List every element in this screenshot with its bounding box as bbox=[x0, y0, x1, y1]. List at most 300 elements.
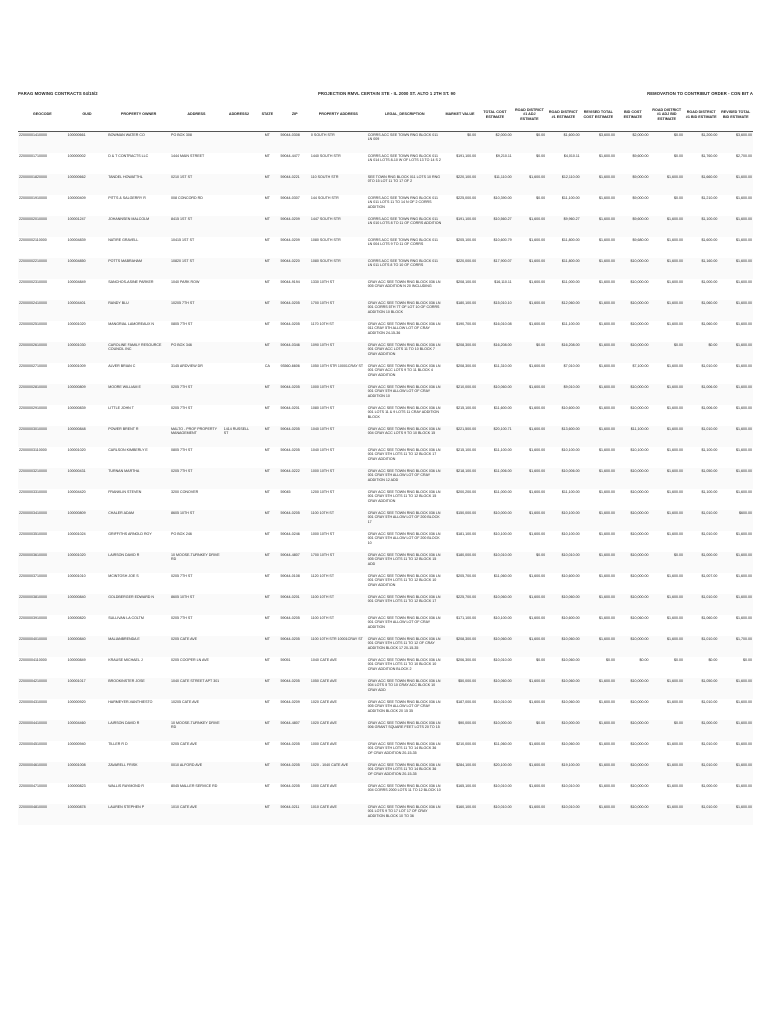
table-cell: $1,160.00 bbox=[684, 258, 718, 279]
table-row bbox=[18, 300, 753, 321]
table-cell: $215,100.00 bbox=[456, 448, 477, 452]
table-cell: $1,010.00 bbox=[701, 700, 718, 704]
table-cell: 0205 7TH ST bbox=[170, 468, 223, 489]
table-cell: $10,000.00 bbox=[630, 322, 649, 326]
table-cell: $208,300.00 bbox=[443, 636, 477, 657]
table-cell: CORRS ACC SEE TOWN RNG BLOCK 011 LN 011 LOTS 8 TO 10 OF CORRS bbox=[367, 258, 443, 279]
table-cell: MANGRIAL LAMOREAUX N bbox=[108, 322, 154, 326]
table-cell: 100004420 bbox=[67, 490, 86, 494]
table-cell: KRAUSE MICHAEL J bbox=[108, 658, 143, 662]
table-cell: $150,000.00 bbox=[443, 510, 477, 531]
table-cell: $187,000.00 bbox=[456, 700, 477, 704]
table-cell: $1,600.00 bbox=[513, 384, 546, 405]
table-cell: $10,060.00 bbox=[477, 678, 512, 699]
table-cell: $11,000.00 bbox=[493, 490, 512, 494]
table-cell: 1330 10TH ST bbox=[310, 280, 335, 284]
table-cell: 22000003310000 bbox=[19, 490, 47, 494]
table-cell: $165,100.00 bbox=[456, 784, 477, 788]
table-cell: $1,600.00 bbox=[650, 636, 684, 657]
table-cell bbox=[223, 279, 255, 300]
table-cell: MT bbox=[264, 406, 270, 410]
table-cell: $3,600.00 bbox=[581, 132, 616, 154]
table-cell: $1,600.00 bbox=[529, 532, 546, 536]
table-cell: $1,010.00 bbox=[701, 532, 718, 536]
table-cell: $9,000.00 bbox=[616, 174, 649, 195]
table-cell: $1,600.00 bbox=[599, 742, 616, 746]
table-cell bbox=[223, 321, 255, 342]
table-cell: 0205 CATE AVE bbox=[170, 636, 223, 657]
table-cell: $10,000.00 bbox=[630, 742, 649, 746]
table-cell: $11,000.00 bbox=[561, 280, 580, 284]
table-cell: BOWMAN WATER CO bbox=[107, 132, 170, 154]
table-cell: $1,600.00 bbox=[650, 804, 684, 825]
table-cell: 22000003210000 bbox=[18, 468, 67, 489]
table-cell bbox=[223, 636, 255, 657]
table-cell: $1,600.00 bbox=[666, 238, 683, 242]
table-cell: CORRS ACC SEE TOWN RNG BLOCK 011 LN 009 bbox=[367, 132, 443, 154]
table-cell: MT bbox=[255, 216, 279, 237]
table-row bbox=[18, 510, 753, 531]
table-cell: LAIRSON DAVID R bbox=[107, 552, 170, 573]
table-cell: 22000004610000 bbox=[18, 762, 67, 783]
table-cell: $1,600.00 bbox=[666, 574, 683, 578]
table-cell: $220,100.00 bbox=[443, 174, 477, 195]
table-cell: $10,010.00 bbox=[477, 804, 512, 825]
table-cell bbox=[223, 174, 255, 195]
table-row bbox=[18, 447, 753, 468]
table-cell: $16,110.11 bbox=[494, 280, 512, 284]
table-cell: $1,600.00 bbox=[529, 280, 546, 284]
column-header: ROAD DISTRICT #1 ADJ BID ESTIMATE bbox=[650, 98, 684, 132]
table-row bbox=[18, 405, 753, 426]
table-cell: 22000003110000 bbox=[19, 448, 47, 452]
table-cell: 59044-0209 bbox=[280, 700, 300, 704]
table-cell: $10,600.00 bbox=[561, 406, 580, 410]
table-cell: $16,208.00 bbox=[546, 342, 580, 363]
table-row bbox=[18, 258, 753, 279]
table-cell: $206,300.00 bbox=[456, 658, 477, 662]
table-cell: $1,600.00 bbox=[581, 552, 616, 573]
table-cell: $1,600.00 bbox=[529, 406, 546, 410]
table-cell: $1,600.00 bbox=[581, 510, 616, 531]
table-cell: 008 CONCORD RD bbox=[171, 196, 203, 200]
table-cell: $1,600.00 bbox=[650, 300, 684, 321]
table-cell: 100000920 bbox=[67, 700, 86, 704]
table-cell: RANDY BLU bbox=[107, 300, 170, 321]
table-cell: $0.00 bbox=[536, 658, 546, 662]
table-cell: 100001024 bbox=[67, 532, 86, 536]
table-cell: $10,010.00 bbox=[493, 784, 512, 788]
table-cell: 100001017 bbox=[67, 678, 108, 699]
table-cell: 0205 7TH ST bbox=[171, 616, 193, 620]
table-cell: 100000849 bbox=[67, 658, 86, 662]
table-cell: $1,600.00 bbox=[599, 280, 616, 284]
table-cell: 100000940 bbox=[67, 742, 86, 746]
table-cell: $1,600.00 bbox=[599, 406, 616, 410]
table-cell: $1,600.00 bbox=[581, 300, 616, 321]
table-cell: 100000840 bbox=[67, 636, 108, 657]
table-cell: 0210 1ST ST bbox=[170, 174, 223, 195]
table-cell bbox=[223, 489, 255, 510]
table-cell: MT bbox=[255, 510, 279, 531]
table-cell: $1,600.00 bbox=[546, 132, 580, 154]
table-cell: 100000661 bbox=[67, 132, 108, 154]
table-cell: $11,800.00 bbox=[561, 238, 580, 242]
table-cell bbox=[223, 153, 255, 174]
table-cell: $1,600.00 bbox=[718, 762, 753, 783]
table-cell: 59044-0205 bbox=[280, 322, 300, 326]
table-cell bbox=[223, 594, 255, 615]
table-cell: CRAY ACC SEE TOWN RNG BLOCK 036 LN 001 CRAY 5TH ALLOW LOT OF CRAY ADDITION bbox=[367, 616, 441, 629]
table-cell: $1,600.00 bbox=[513, 636, 546, 657]
table-cell: $1,600.00 bbox=[599, 784, 616, 788]
table-cell: $1,006.00 bbox=[701, 406, 718, 410]
table-header-row bbox=[18, 98, 753, 132]
table-cell: 100000840 bbox=[67, 594, 108, 615]
table-cell: 100001030 bbox=[67, 342, 108, 363]
table-cell bbox=[223, 216, 255, 237]
table-cell: $1,600.00 bbox=[599, 322, 616, 326]
table-cell: LAUREN STEPHEN P bbox=[107, 804, 170, 825]
table-row bbox=[18, 489, 753, 510]
table-cell: $2,000.00 bbox=[616, 132, 649, 154]
table-cell: 59051 bbox=[280, 658, 291, 662]
table-cell: TURNAN MARTHA bbox=[107, 468, 170, 489]
table-cell: $1,600.00 bbox=[718, 804, 753, 825]
table-cell: $208,100.00 bbox=[456, 280, 477, 284]
table-cell: $208,300.00 bbox=[443, 342, 477, 363]
table-cell: $13,600.00 bbox=[546, 426, 580, 447]
table-cell: 1447 SOUTH STR bbox=[310, 216, 367, 237]
table-cell: MT bbox=[255, 762, 279, 783]
table-cell: $208,300.00 bbox=[456, 364, 477, 368]
table-cell: CRAY ACC SEE TOWN RNG BLOCK 036 LN 001 CRAY 5TH ALLOW LOT OF 200 BLOCK 10 bbox=[367, 532, 441, 545]
table-cell: $1,600.00 bbox=[529, 574, 546, 578]
table-cell: 100000823 bbox=[67, 784, 86, 788]
table-cell: $2,000.00 bbox=[477, 132, 512, 154]
table-cell: $1,600.00 bbox=[581, 174, 616, 195]
table-cell: 100004460 bbox=[67, 720, 108, 741]
table-cell: $10,000.00 bbox=[616, 510, 649, 531]
table-cell: MT bbox=[255, 174, 279, 195]
table-cell: $10,560.27 bbox=[477, 216, 512, 237]
table-cell: 22000003810000 bbox=[18, 594, 67, 615]
column-header: LEGAL_DESCRIPTION bbox=[367, 98, 443, 132]
table-cell: $1,600.00 bbox=[599, 700, 616, 704]
table-row bbox=[18, 552, 753, 573]
table-cell: 59044-4807 bbox=[280, 720, 310, 741]
table-cell: 22000004310000 bbox=[19, 700, 47, 704]
table-cell: MT bbox=[255, 258, 279, 279]
table-row bbox=[18, 153, 753, 174]
table-cell: 1444 MAIN STREET bbox=[171, 154, 205, 158]
table-cell: $3,600.00 bbox=[718, 132, 753, 154]
table-row bbox=[18, 321, 753, 342]
table-cell: 59044-0211 bbox=[280, 804, 310, 825]
table-cell: 59044-0108 bbox=[280, 574, 300, 578]
table-cell: $1,600.00 bbox=[736, 532, 752, 536]
table-cell: $180,100.00 bbox=[443, 300, 477, 321]
table-cell: 1050 CATE AVE bbox=[310, 678, 367, 699]
report-title-left: PARAG MOWING CONTRACTS 04/15/2 bbox=[18, 91, 98, 96]
table-cell: $220,000.00 bbox=[443, 258, 477, 279]
table-cell: $1,000.00 bbox=[701, 280, 718, 284]
table-cell: 10205 CATE AVE bbox=[171, 700, 200, 704]
table-cell: $10,000.00 bbox=[616, 468, 649, 489]
table-cell: $9,000.00 bbox=[632, 196, 649, 200]
table-cell: CRAY ACC SEE TOWN RNG BLOCK 036 LN 001 CRAY 5TH LOTS 11 TO 12 BLOCK 17 CRAY ADDITION bbox=[367, 448, 441, 461]
table-cell: POWER BRENT R bbox=[107, 426, 170, 447]
table-cell: $16,010.08 bbox=[493, 322, 512, 326]
table-cell: $10,010.00 bbox=[477, 552, 512, 573]
table-cell: 1080 SOUTH STR bbox=[310, 258, 367, 279]
table-cell: 0 SOUTH STR bbox=[310, 132, 367, 154]
assessment-table bbox=[18, 98, 753, 825]
table-cell: $11,100.00 bbox=[493, 448, 512, 452]
table-cell: $1,600.00 bbox=[529, 616, 546, 620]
table-cell: MT bbox=[264, 322, 270, 326]
table-cell: 59044-0205 bbox=[280, 426, 310, 447]
table-cell: $205,700.00 bbox=[456, 574, 477, 578]
table-cell: 59044-0205 bbox=[280, 510, 310, 531]
table-cell: $10,060.00 bbox=[546, 678, 580, 699]
table-cell: $11,100.00 bbox=[561, 322, 580, 326]
table-cell: $0.00 bbox=[513, 552, 546, 573]
table-row bbox=[18, 384, 753, 405]
table-cell: $1,600.00 bbox=[599, 448, 616, 452]
table-cell: $1,600.00 bbox=[718, 174, 753, 195]
column-header: MARKET VALUE bbox=[443, 98, 477, 132]
table-cell: $1,600.00 bbox=[666, 406, 683, 410]
table-cell: 22000002610000 bbox=[18, 342, 67, 363]
table-row bbox=[18, 195, 753, 216]
table-cell: $1,600.00 bbox=[736, 700, 752, 704]
table-cell: $210,000.00 bbox=[456, 742, 477, 746]
column-header: REVISED TOTAL COST ESTIMATE bbox=[581, 98, 616, 132]
table-cell: $1,600.00 bbox=[718, 720, 753, 741]
table-cell: $1,600.00 bbox=[666, 742, 683, 746]
table-cell: $1,600.00 bbox=[736, 616, 752, 620]
table-cell: $1,600.00 bbox=[581, 258, 616, 279]
column-header: TOTAL COST ESTIMATE bbox=[477, 98, 512, 132]
column-header: ADDRESS2 bbox=[223, 98, 255, 132]
table-cell: $1,600.00 bbox=[513, 762, 546, 783]
table-cell: $11,110.00 bbox=[477, 174, 512, 195]
table-cell: $10,600.00 bbox=[561, 616, 580, 620]
table-cell: LITTLE JOHN T bbox=[108, 406, 134, 410]
table-cell bbox=[223, 447, 255, 468]
table-cell: $1,600.00 bbox=[599, 616, 616, 620]
table-cell: $1,600.00 bbox=[581, 426, 616, 447]
table-cell: CHALER ADAM bbox=[107, 510, 170, 531]
table-cell: 1080 10TH ST bbox=[310, 406, 335, 410]
table-cell: $0.00 bbox=[513, 342, 546, 363]
table-cell: 10205 7TH ST bbox=[170, 300, 223, 321]
table-cell: $1,600.00 bbox=[599, 364, 616, 368]
table-cell: $10,100.00 bbox=[493, 616, 512, 620]
table-cell: 1700 10TH ST bbox=[310, 300, 367, 321]
table-row bbox=[18, 426, 753, 447]
table-cell: MT bbox=[255, 384, 279, 405]
table-cell: 1040 10TH ST bbox=[310, 448, 335, 452]
table-cell: 8605 10TH ST bbox=[170, 510, 223, 531]
table-cell: $1,600.00 bbox=[736, 784, 752, 788]
column-header: ROAD DISTRICT #1 ESTIMATE bbox=[546, 98, 580, 132]
table-cell: $11,060.00 bbox=[493, 574, 512, 578]
table-cell bbox=[223, 615, 255, 636]
table-cell: $191,100.00 bbox=[443, 216, 477, 237]
table-cell: $1,600.00 bbox=[650, 258, 684, 279]
table-cell: 1040 CATE AVE bbox=[310, 658, 337, 662]
table-cell: 100000809 bbox=[67, 384, 108, 405]
table-cell: 22000003910000 bbox=[19, 616, 47, 620]
table-cell: $11,060.00 bbox=[493, 742, 512, 746]
table-cell: $191,100.00 bbox=[456, 154, 477, 158]
table-cell: $1,600.00 bbox=[599, 490, 616, 494]
table-cell: $1,600.00 bbox=[650, 594, 684, 615]
table-cell: $190,700.00 bbox=[456, 322, 477, 326]
table-cell: CRAY ACC SEE TOWN RNG BLOCK 036 LN 001 CRAY 5TH LOTS 11 TO 12 BLOCK 10 CRAY ADDITION bbox=[367, 574, 441, 587]
table-cell: 1100 10TH ST bbox=[310, 594, 367, 615]
table-cell: CRAY ACC SEE TOWN RNG BLOCK 036 LN 001 CRAY 5TH LOTS 11 TO 10 BLOCK 10 CRAY ADDITION BLOCK 2 bbox=[367, 658, 441, 671]
column-header: ROAD DISTRICT #1 ADJ ESTIMATE bbox=[513, 98, 546, 132]
table-cell: CRAY ACC SEE TOWN RNG BLOCK 036 LN 004 LOTS 5 TO 10 CRAY ACC BLOCK 10 CRAY ADD bbox=[367, 678, 443, 699]
table-cell: $1,060.00 bbox=[701, 616, 718, 620]
table-cell: $12,060.00 bbox=[546, 300, 580, 321]
table-cell: $221,500.00 bbox=[443, 426, 477, 447]
table-row bbox=[18, 132, 753, 154]
table-cell: $1,600.00 bbox=[718, 678, 753, 699]
table-cell: 59044-0221 bbox=[280, 174, 310, 195]
table-cell: CAROLINE FAMILY RESOURCE COUNCIL INC bbox=[107, 342, 170, 363]
table-cell: 59044-0209 bbox=[280, 238, 300, 242]
table-cell: 1080 SOUTH STR bbox=[310, 238, 341, 242]
column-header: STATE bbox=[255, 98, 279, 132]
table-cell: $9,210.11 bbox=[495, 154, 512, 158]
table-cell: MT bbox=[264, 490, 270, 494]
table-cell: $1,600.00 bbox=[599, 196, 616, 200]
table-cell: 59044-0205 bbox=[280, 762, 310, 783]
table-cell: $1,600.00 bbox=[581, 804, 616, 825]
table-cell: BROOKINSTER JOSE bbox=[107, 678, 170, 699]
table-row bbox=[18, 342, 753, 363]
table-row bbox=[18, 678, 753, 699]
table-cell: $1,600.00 bbox=[513, 678, 546, 699]
column-header: ROAD DISTRICT #1 BID ESTIMATE bbox=[684, 98, 718, 132]
table-cell: $17,900.07 bbox=[477, 258, 512, 279]
table-cell: 1040 CATE STREET APT 301 bbox=[170, 678, 223, 699]
table-cell: $1,600.00 bbox=[650, 678, 684, 699]
table-cell: 0010 ALFORD AVE bbox=[170, 762, 223, 783]
table-row bbox=[18, 657, 753, 678]
table-cell: $10,000.00 bbox=[477, 510, 512, 531]
table-cell: 59044-0205 bbox=[280, 636, 310, 657]
table-cell: $1,600.00 bbox=[529, 490, 546, 494]
table-cell: $10,000.00 bbox=[616, 384, 649, 405]
table-cell: $1,200.00 bbox=[684, 132, 718, 154]
table-cell: $1,010.00 bbox=[684, 636, 718, 657]
table-cell: $1,600.00 bbox=[581, 678, 616, 699]
table-cell: 22000001410000 bbox=[18, 132, 67, 154]
table-cell: $20,100.00 bbox=[477, 762, 512, 783]
table-cell: $9,680.00 bbox=[632, 238, 649, 242]
table-cell: CRAY ACC SEE TOWN RNG BLOCK 036 LN 001 CORRS 5TH 7T OF LOT 10 OF CORRS ADDITION 10 BLOCK bbox=[367, 300, 443, 321]
table-cell: MT bbox=[264, 616, 270, 620]
table-cell: HARMEYER-VANTHIESTO bbox=[108, 700, 153, 704]
table-cell: 100000820 bbox=[67, 616, 86, 620]
table-cell: 59044-0205 bbox=[280, 616, 300, 620]
table-cell: $10,000.00 bbox=[616, 552, 649, 573]
table-cell: $600.00 bbox=[718, 510, 753, 531]
table-cell: 144 SOUTH STR bbox=[310, 196, 339, 200]
table-cell: $1,600.00 bbox=[718, 300, 753, 321]
table-cell: $10,000.00 bbox=[477, 720, 512, 741]
table-cell: $1,600.00 bbox=[513, 216, 546, 237]
table-cell: 10 MOOSE-TURNKEY DRIVE RD bbox=[170, 552, 223, 573]
table-cell: $1,600.00 bbox=[736, 742, 752, 746]
table-cell: 1000 10TH ST bbox=[310, 384, 367, 405]
table-cell: $1,600.00 bbox=[718, 384, 753, 405]
table-cell: 100001020 bbox=[67, 552, 108, 573]
table-cell: $50,000.00 bbox=[443, 678, 477, 699]
table-cell: $0.00 bbox=[684, 342, 718, 363]
table-cell: $1,600.00 bbox=[513, 804, 546, 825]
table-cell: CORRS ACC SEE TOWN RNG BLOCK 011 LN 011 LOTS 11 TO 14 N OF 2 CORRS ADDITION bbox=[367, 196, 438, 209]
table-cell: $0.00 bbox=[673, 196, 683, 200]
table-cell: 1170 10TH ST bbox=[310, 322, 335, 326]
table-cell: $1,600.00 bbox=[666, 784, 683, 788]
table-cell: 1100 10TH ST bbox=[310, 616, 335, 620]
table-cell: $1,600.00 bbox=[599, 532, 616, 536]
table-cell: 100001009 bbox=[67, 364, 86, 368]
table-cell: $90,000.00 bbox=[443, 720, 477, 741]
table-cell: 1100 10TH ST bbox=[310, 510, 367, 531]
table-cell: $1,600.00 bbox=[666, 448, 683, 452]
table-cell: MT bbox=[264, 700, 270, 704]
table-cell: $10,000.00 bbox=[616, 342, 649, 363]
table-cell: $1,600.00 bbox=[529, 448, 546, 452]
table-cell: MT bbox=[264, 574, 270, 578]
table-row bbox=[18, 615, 753, 636]
table-cell: 1010 CATE AVE bbox=[170, 804, 223, 825]
column-header: ADDRESS bbox=[170, 98, 223, 132]
table-cell: $1,006.00 bbox=[684, 384, 718, 405]
table-cell: $10,060.00 bbox=[477, 384, 512, 405]
table-cell: 100000848 bbox=[67, 426, 108, 447]
table-cell: $1,600.00 bbox=[513, 468, 546, 489]
table-cell: MT bbox=[255, 552, 279, 573]
table-cell: $1,600.00 bbox=[666, 322, 683, 326]
table-row bbox=[18, 762, 753, 783]
table-cell: 10820 1ST ST bbox=[170, 258, 223, 279]
table-cell: 22000003710000 bbox=[19, 574, 47, 578]
table-cell: $1,600.00 bbox=[736, 364, 752, 368]
table-cell: $1,600.00 bbox=[529, 742, 546, 746]
table-cell: 110 SOUTH STR bbox=[310, 174, 367, 195]
table-cell: MT bbox=[255, 300, 279, 321]
table-cell: $1,600.00 bbox=[599, 238, 616, 242]
table-cell: ZAVARELL FRISK bbox=[107, 762, 170, 783]
table-cell: $0.00 bbox=[536, 196, 546, 200]
table-body bbox=[18, 132, 753, 826]
table-cell: $1,600.00 bbox=[701, 238, 718, 242]
table-cell: $1,600.00 bbox=[513, 510, 546, 531]
table-cell: PO BOX 346 bbox=[170, 342, 223, 363]
table-row bbox=[18, 531, 753, 552]
table-cell: $10,100.00 bbox=[546, 510, 580, 531]
table-row bbox=[18, 783, 753, 804]
table-cell: CRAY ACC SEE TOWN RNG BLOCK 036 LN 001 CRAY 5TH ALLOW LOT OF CRAY ADDITION 10 bbox=[367, 384, 443, 405]
